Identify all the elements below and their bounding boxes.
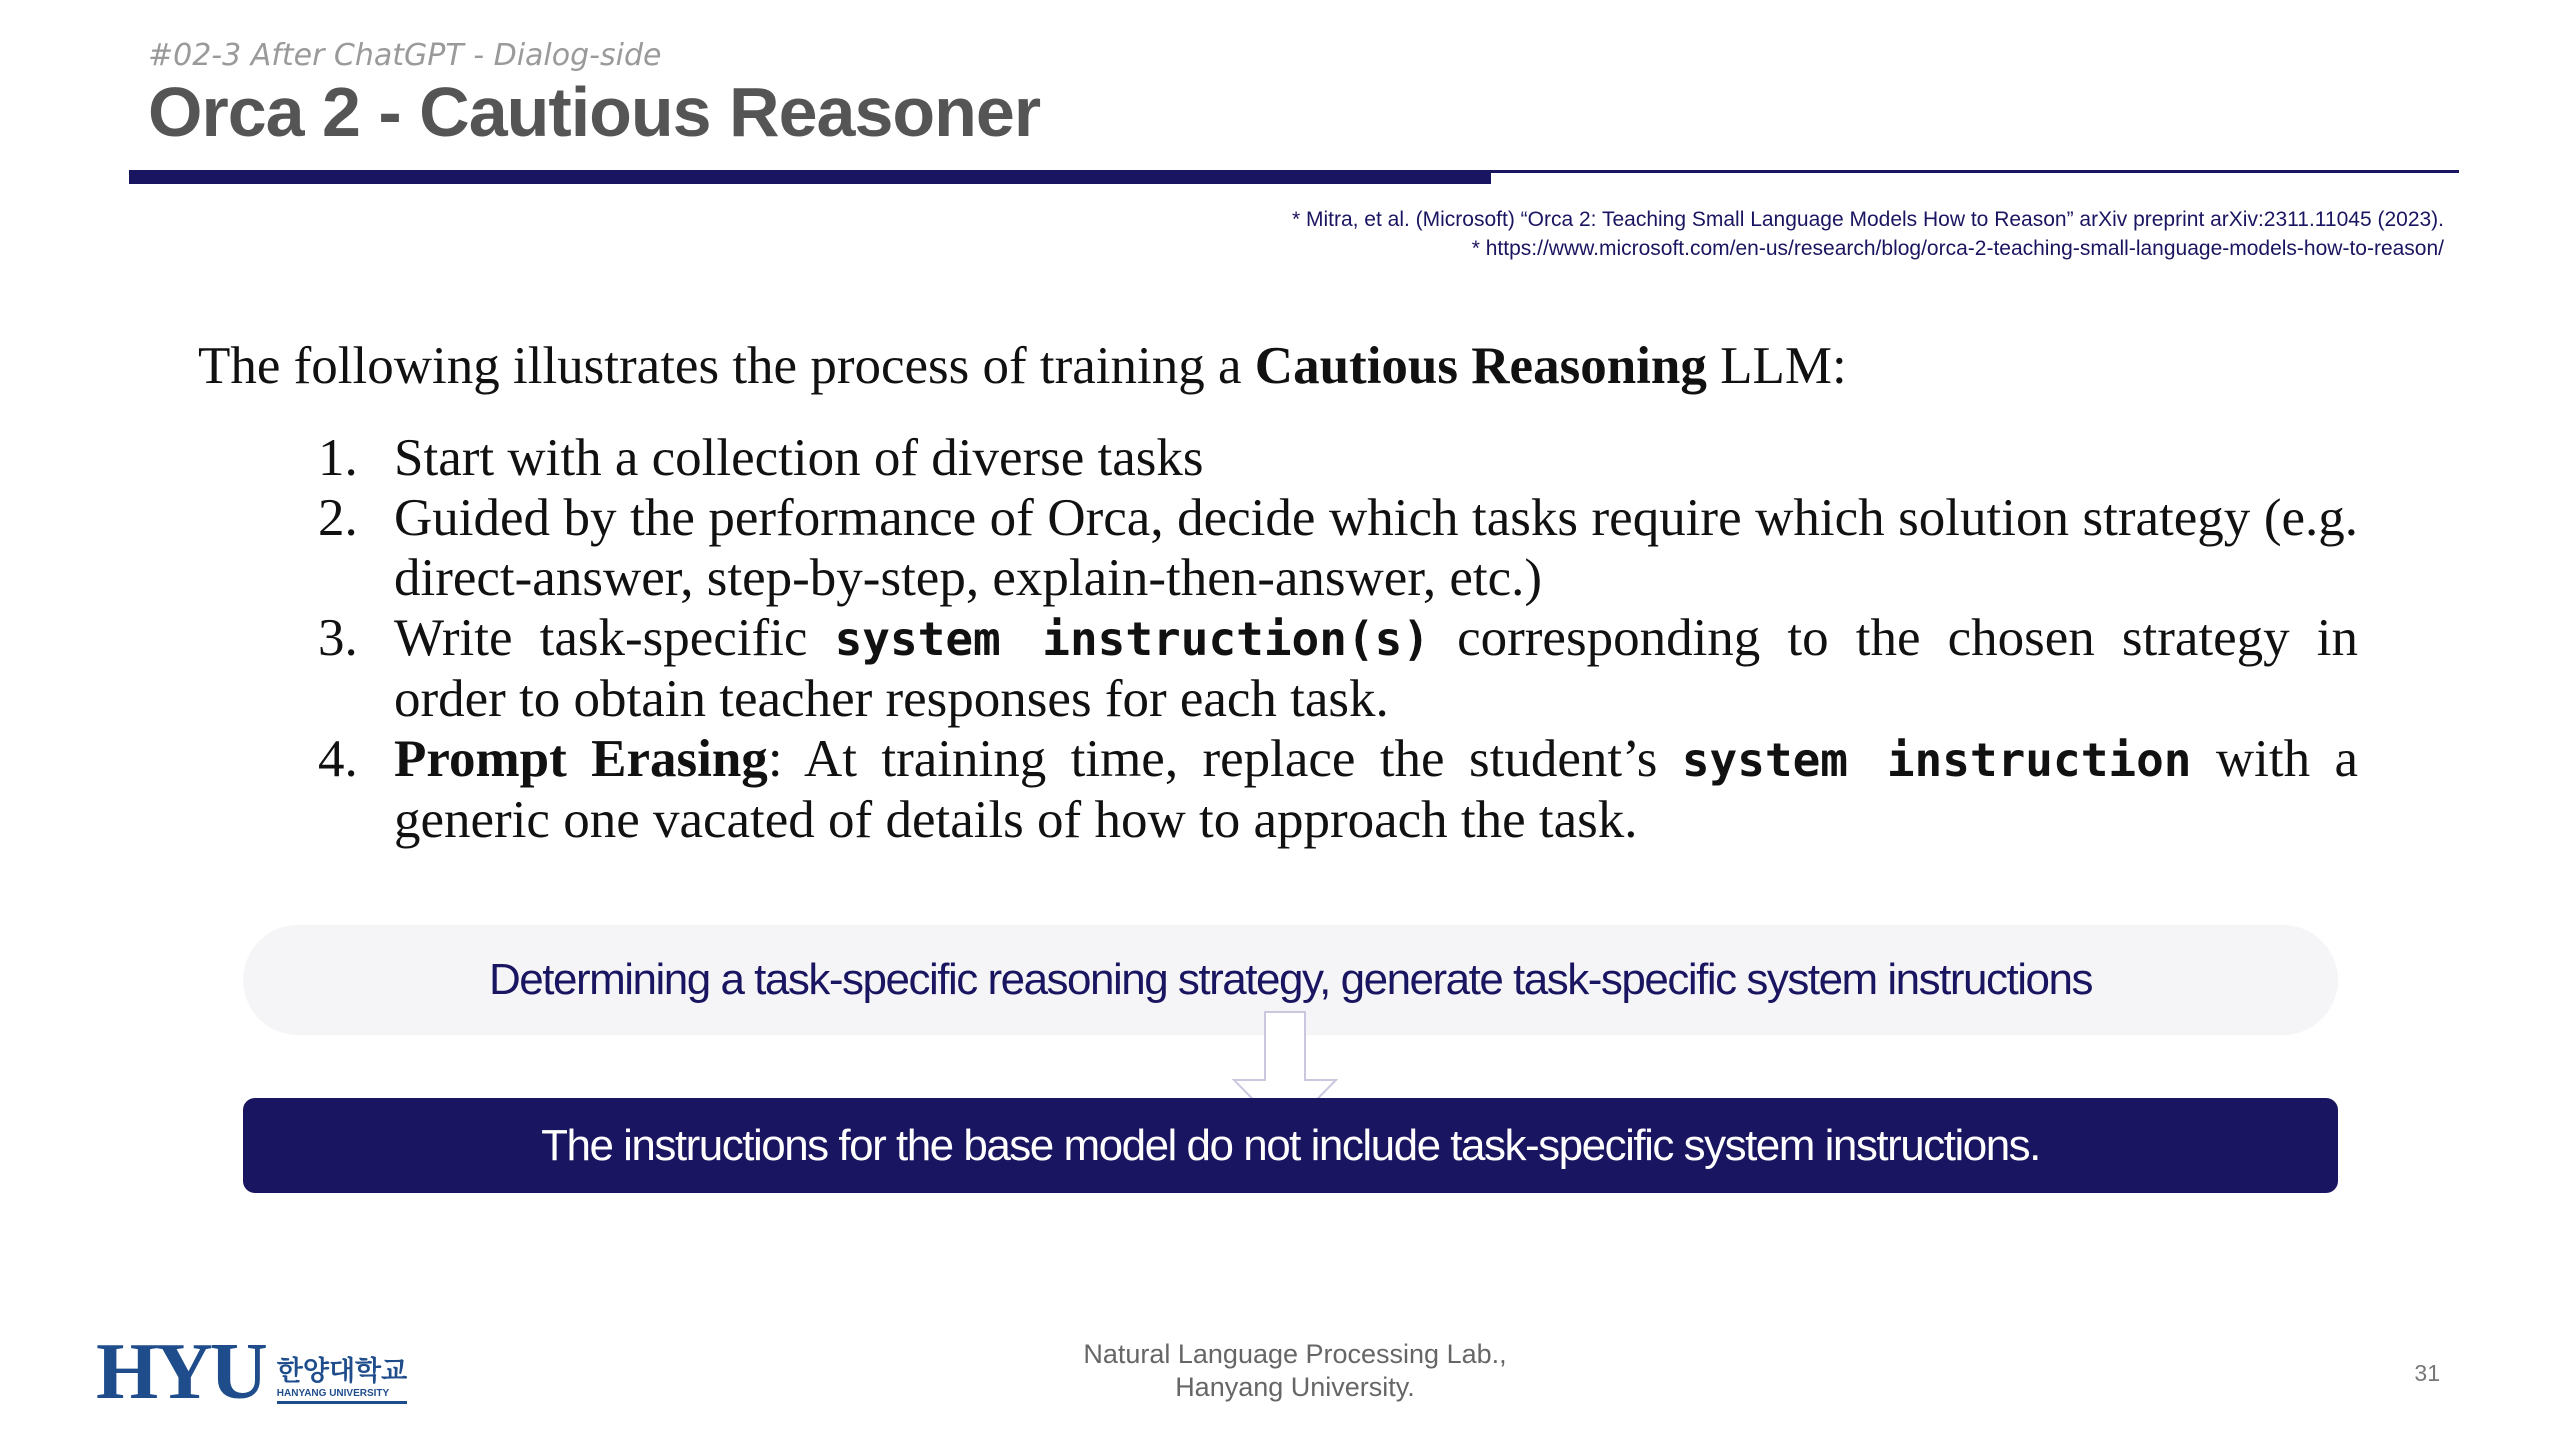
title-rule-thin	[1491, 170, 2459, 173]
step-item	[318, 488, 2358, 608]
step-code: system instruction(s)	[834, 612, 1430, 666]
step-text-pre: : At training time, replace the student’s	[767, 730, 1682, 788]
step-number: 4.	[318, 730, 358, 788]
intro-prefix: The following illustrates the process of training a	[198, 337, 1255, 395]
step-number: 2.	[318, 489, 358, 547]
section-subtitle: #02-3 After ChatGPT - Dialog-side	[148, 38, 662, 73]
step-text-pre: Write task-specific	[394, 609, 835, 667]
step-item	[318, 428, 2358, 488]
page-number: 31	[2414, 1360, 2440, 1386]
footer-line-2: Hanyang University.	[1175, 1372, 1415, 1402]
step-bold: Prompt Erasing	[394, 730, 768, 788]
reference-paper: * Mitra, et al. (Microsoft) “Orca 2: Teaching Small Language Models How to Reason” arXiv preprint arXiv:2311.11045 (2023).	[1291, 208, 2444, 231]
logo-korean: 한양대학교	[276, 1356, 408, 1387]
footer-line-1: Natural Language Processing Lab.,	[1083, 1339, 1507, 1369]
intro-bold: Cautious Reasoning	[1254, 337, 1707, 395]
logo-mark: HYU	[96, 1328, 265, 1416]
intro-sentence	[198, 336, 2398, 396]
steps-list	[318, 428, 2358, 850]
step-text-post: with a generic one vacated of details of how to approach the task.	[394, 730, 2358, 849]
logo-english: HANYANG UNIVERSITY	[276, 1388, 390, 1399]
step-item	[318, 729, 2358, 850]
callout-bottom	[243, 1098, 2338, 1193]
logo-text	[277, 1349, 407, 1404]
step-text: Guided by the performance of Orca, decide which tasks require which solution strategy (e.g. direct-answer, step-by-step, explain-then-answer, etc.)	[394, 489, 2358, 607]
university-logo	[96, 1328, 408, 1416]
footer-lab	[1030, 1338, 1560, 1404]
intro-suffix: LLM:	[1706, 337, 1847, 395]
callout-bottom-text: The instructions for the base model do not include task-specific system instructions.	[541, 1120, 2040, 1170]
references	[1292, 205, 2444, 263]
reference-url: * https://www.microsoft.com/en-us/research/blog/orca-2-teaching-small-language-models-how-to-reason/	[1471, 237, 2444, 260]
step-code: system instruction	[1681, 733, 2192, 787]
slide-title: Orca 2 - Cautious Reasoner	[148, 73, 1041, 151]
callout-top-text: Determining a task-specific reasoning strategy, generate task-specific system instructions	[489, 955, 2092, 1004]
step-item	[318, 608, 2358, 729]
step-number: 1.	[318, 429, 358, 487]
step-text: Start with a collection of diverse tasks	[394, 429, 1204, 487]
title-rule-thick	[129, 170, 1491, 184]
step-text-post: corresponding to the chosen strategy in order to obtain teacher responses for each task.	[394, 609, 2358, 728]
step-number: 3.	[318, 609, 358, 667]
